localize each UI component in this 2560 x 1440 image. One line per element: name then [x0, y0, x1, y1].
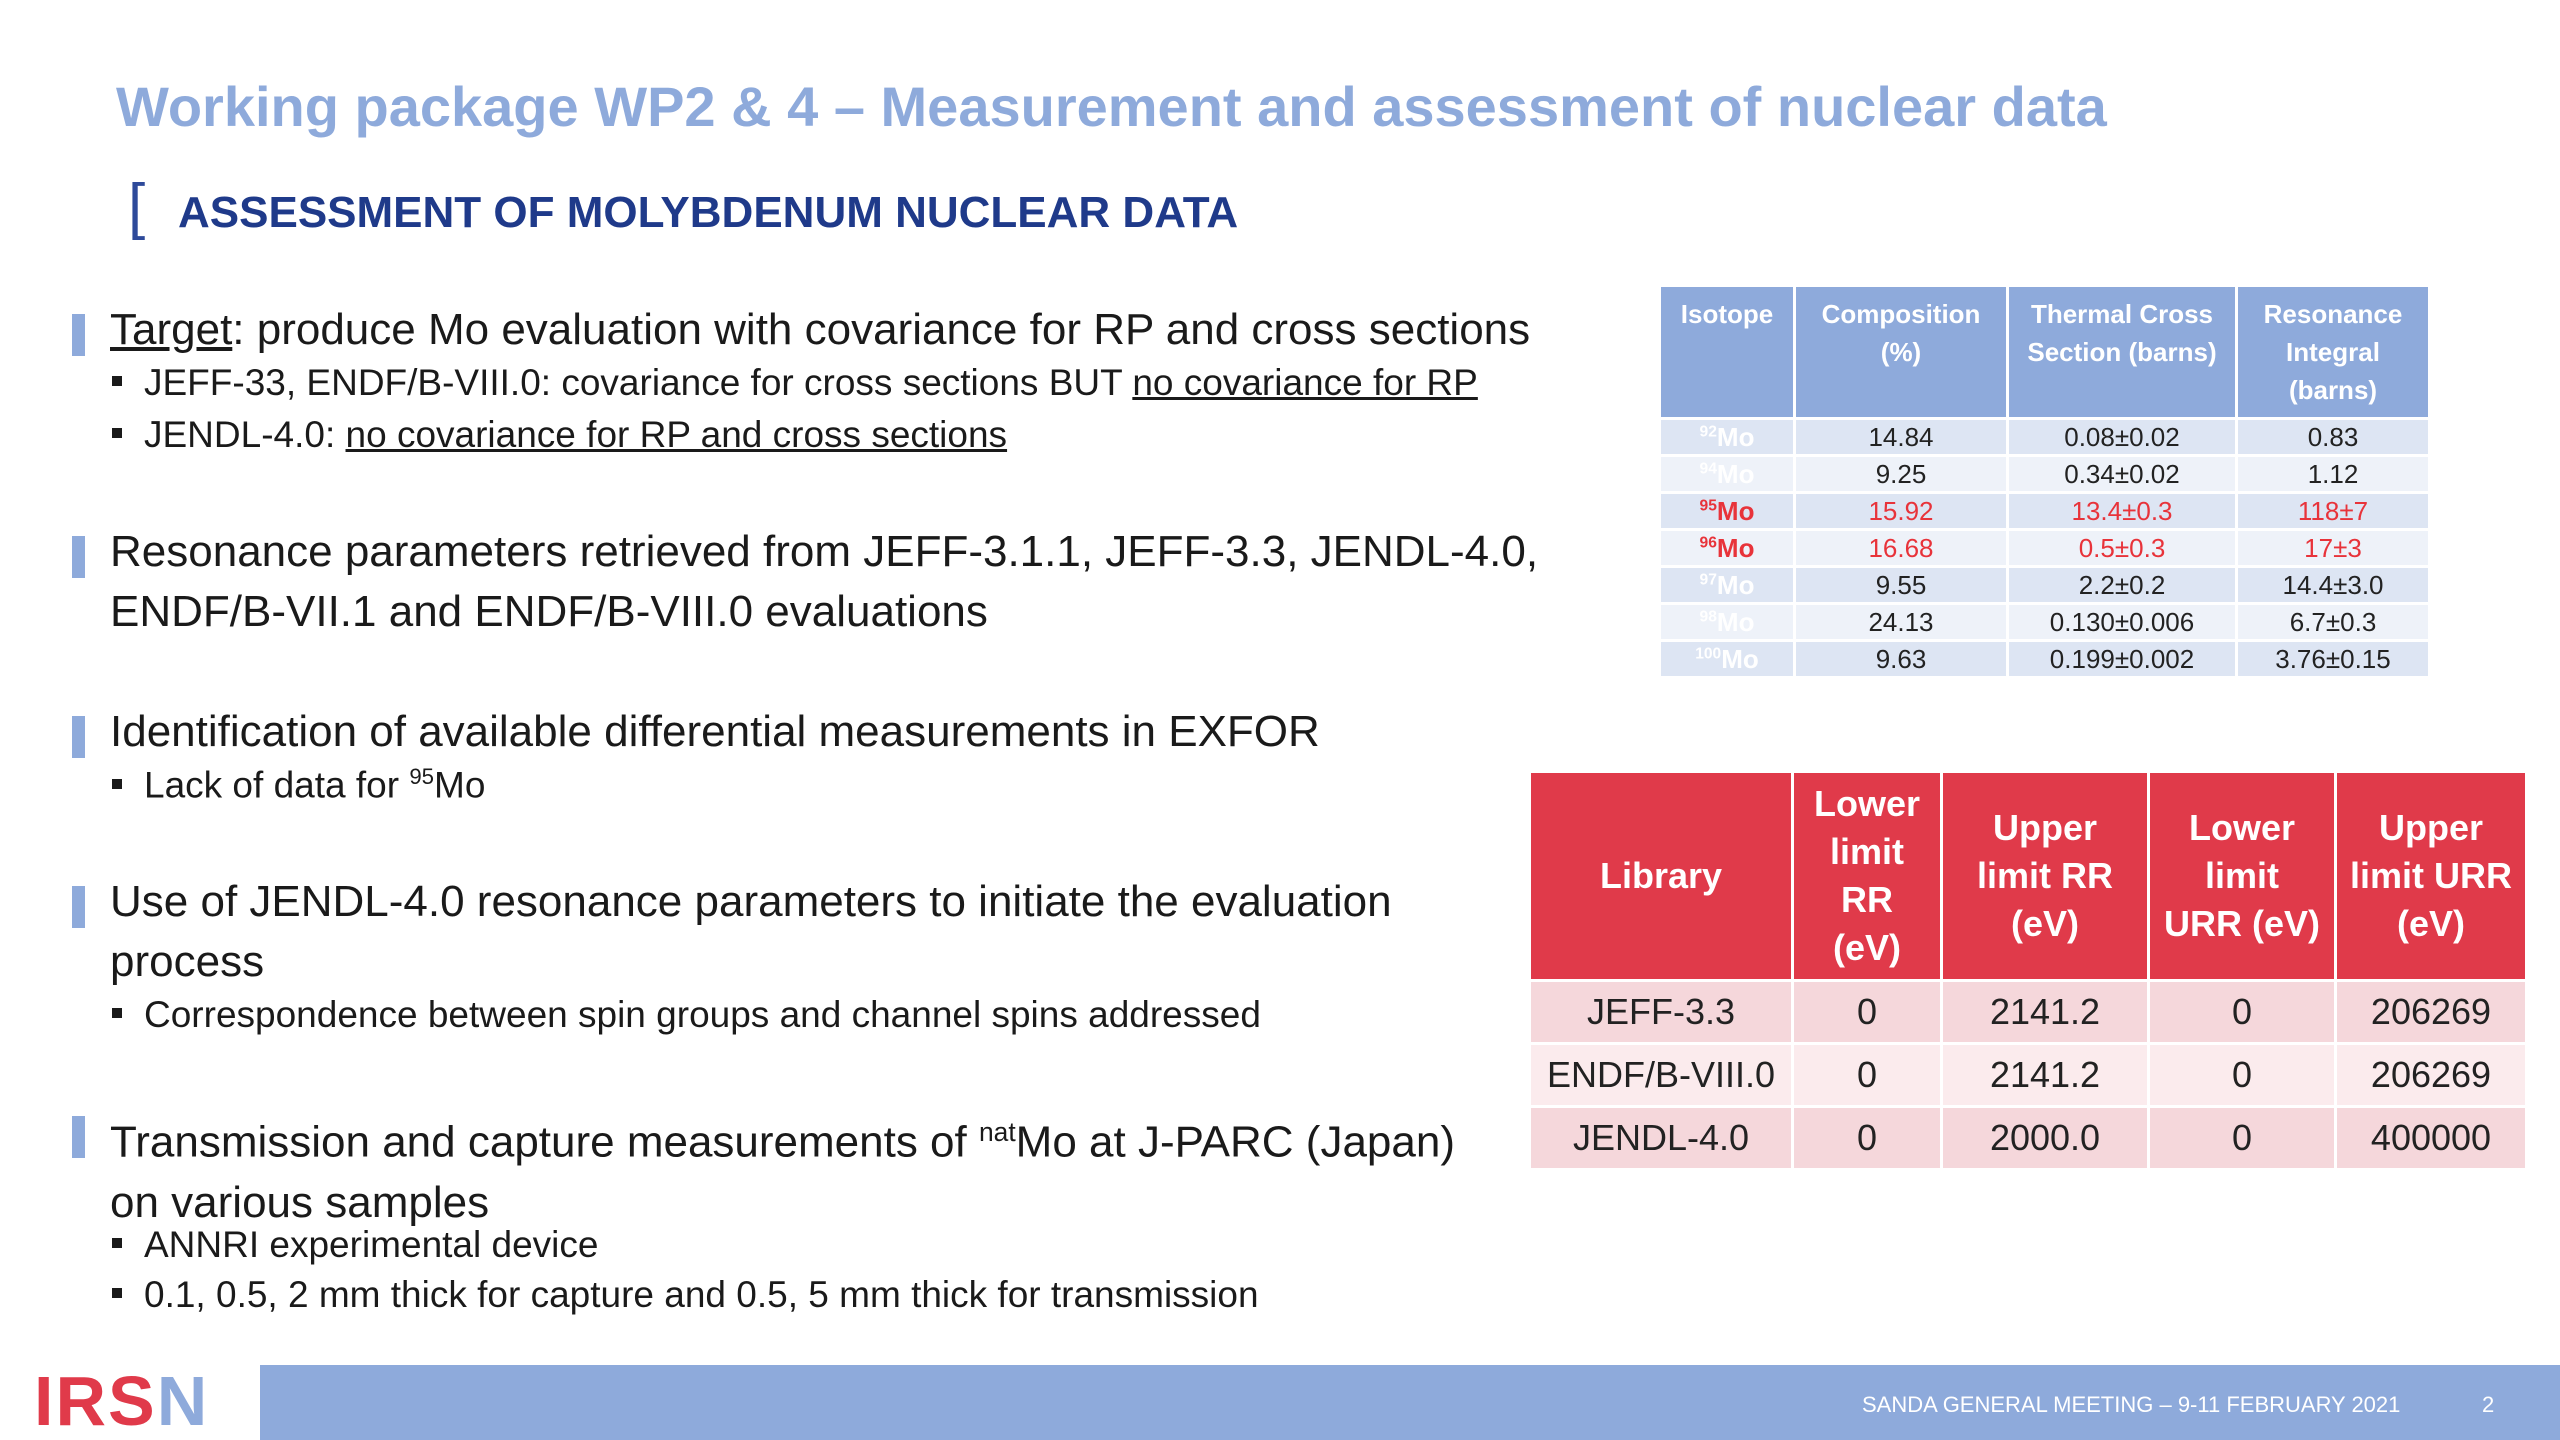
isotope-cell: $^{100}$Mo: [1660, 641, 1795, 678]
isotope-cell: $^{97}$Mo: [1660, 567, 1795, 604]
square-bullet-icon: [112, 376, 122, 386]
lower-rr-cell: 0: [1793, 1044, 1942, 1107]
table-row: [1530, 1107, 2527, 1170]
col-lower-rr: Lower limit RR (eV): [1793, 772, 1942, 981]
bullet-main-text: Resonance parameters retrieved from JEFF-3.1.1, JEFF-3.3, JENDL-4.0, ENDF/B-VII.1 and ENDF/B-VIII.0 evaluations: [110, 527, 1539, 636]
resonance-cell: 1.12: [2237, 456, 2430, 493]
table-header-row: [1530, 772, 2527, 981]
col-lower-urr: Lower limit URR (eV): [2149, 772, 2336, 981]
col-composition: Composition (%): [1795, 286, 2008, 419]
table-row: [1660, 456, 2430, 493]
isotope-table: [1658, 284, 2431, 679]
sub-bullet: ANNRI experimental device: [112, 1224, 598, 1266]
isotope-cell: $^{95}$Mo: [1660, 493, 1795, 530]
bullet-bar: [72, 536, 85, 578]
isotope-cell: $^{94}$Mo: [1660, 456, 1795, 493]
square-bullet-icon: [112, 1238, 122, 1248]
thermal-cell: 0.34±0.02: [2008, 456, 2237, 493]
upper-rr-cell: 2000.0: [1942, 1107, 2149, 1170]
lower-urr-cell: 0: [2149, 1044, 2336, 1107]
library-table: [1528, 770, 2528, 1171]
table-row: [1660, 641, 2430, 678]
library-cell: JEFF-3.3: [1530, 981, 1793, 1044]
col-library: Library: [1530, 772, 1793, 981]
table-row: [1530, 981, 2527, 1044]
resonance-cell: 17±3: [2237, 530, 2430, 567]
square-bullet-icon: [112, 428, 122, 438]
col-thermal: Thermal Cross Section (barns): [2008, 286, 2237, 419]
lower-rr-cell: 0: [1793, 981, 1942, 1044]
bullet-main-text: Use of JENDL-4.0 resonance parameters to initiate the evaluation process: [110, 877, 1392, 986]
upper-rr-cell: 2141.2: [1942, 981, 2149, 1044]
target-label: Target: [110, 305, 233, 354]
resonance-cell: 6.7±0.3: [2237, 604, 2430, 641]
upper-urr-cell: 400000: [2336, 1107, 2527, 1170]
bullet-main-text: Identification of available differential measurements in EXFOR: [110, 707, 1320, 756]
resonance-cell: 0.83: [2237, 419, 2430, 456]
sub-bullet: 0.1, 0.5, 2 mm thick for capture and 0.5, 5 mm thick for transmission: [112, 1274, 1259, 1316]
thermal-cell: 13.4±0.3: [2008, 493, 2237, 530]
square-bullet-icon: [112, 779, 122, 789]
square-bullet-icon: [112, 1008, 122, 1018]
sub-bullet: Lack of data for $^{95}$Mo: [112, 764, 485, 806]
square-bullet-icon: [112, 1288, 122, 1298]
resonance-cell: 14.4±3.0: [2237, 567, 2430, 604]
composition-cell: 9.25: [1795, 456, 2008, 493]
sub-bullet: JEFF-33, ENDF/B-VIII.0: covariance for cross sections BUT no covariance for RP: [112, 362, 1478, 404]
bullet-bar: [72, 886, 85, 928]
thermal-cell: 0.130±0.006: [2008, 604, 2237, 641]
composition-cell: 24.13: [1795, 604, 2008, 641]
isotope-cell: $^{92}$Mo: [1660, 419, 1795, 456]
table-header-row: [1660, 286, 2430, 419]
upper-urr-cell: 206269: [2336, 981, 2527, 1044]
slide-title: Working package WP2 & 4 – Measurement and assessment of nuclear data: [116, 75, 2107, 138]
bullet-main-text: Target: produce Mo evaluation with covariance for RP and cross sections: [110, 305, 1531, 354]
col-resonance: Resonance Integral (barns): [2237, 286, 2430, 419]
sub-bullet: JENDL-4.0: no covariance for RP and cross sections: [112, 414, 1007, 456]
library-cell: JENDL-4.0: [1530, 1107, 1793, 1170]
lower-rr-cell: 0: [1793, 1107, 1942, 1170]
bullet-bar: [72, 716, 85, 758]
lower-urr-cell: 0: [2149, 981, 2336, 1044]
bullet-bar: [72, 1116, 85, 1158]
footer-meeting: SANDA GENERAL MEETING – 9-11 FEBRUARY 2021: [1862, 1392, 2401, 1417]
bullet-bar: [72, 314, 85, 356]
col-upper-urr: Upper limit URR (eV): [2336, 772, 2527, 981]
composition-cell: 9.63: [1795, 641, 2008, 678]
thermal-cell: 2.2±0.2: [2008, 567, 2237, 604]
thermal-cell: 0.08±0.02: [2008, 419, 2237, 456]
table-row: [1660, 419, 2430, 456]
composition-cell: 15.92: [1795, 493, 2008, 530]
thermal-cell: 0.199±0.002: [2008, 641, 2237, 678]
isotope-cell: $^{96}$Mo: [1660, 530, 1795, 567]
table-row: [1660, 530, 2430, 567]
isotope-cell: $^{98}$Mo: [1660, 604, 1795, 641]
thermal-cell: 0.5±0.3: [2008, 530, 2237, 567]
upper-urr-cell: 206269: [2336, 1044, 2527, 1107]
table-row: [1530, 1044, 2527, 1107]
upper-rr-cell: 2141.2: [1942, 1044, 2149, 1107]
composition-cell: 9.55: [1795, 567, 2008, 604]
library-cell: ENDF/B-VIII.0: [1530, 1044, 1793, 1107]
composition-cell: 14.84: [1795, 419, 2008, 456]
lower-urr-cell: 0: [2149, 1107, 2336, 1170]
page-number: 2: [2482, 1392, 2495, 1417]
table-row: [1660, 567, 2430, 604]
composition-cell: 16.68: [1795, 530, 2008, 567]
resonance-cell: 3.76±0.15: [2237, 641, 2430, 678]
irsn-logo: IRSN: [34, 1362, 210, 1440]
slide-subtitle: ASSESSMENT OF MOLYBDENUM NUCLEAR DATA: [178, 188, 1239, 237]
col-isotope: Isotope: [1660, 286, 1795, 419]
bracket-mark: [: [128, 172, 146, 241]
resonance-cell: 118±7: [2237, 493, 2430, 530]
col-upper-rr: Upper limit RR (eV): [1942, 772, 2149, 981]
table-row: [1660, 493, 2430, 530]
sub-bullet: Correspondence between spin groups and channel spins addressed: [112, 994, 1261, 1036]
bullet-main-text: Transmission and capture measurements of $^{nat}$Mo at J-PARC (Japan) on various samples: [110, 1117, 1455, 1227]
table-row: [1660, 604, 2430, 641]
